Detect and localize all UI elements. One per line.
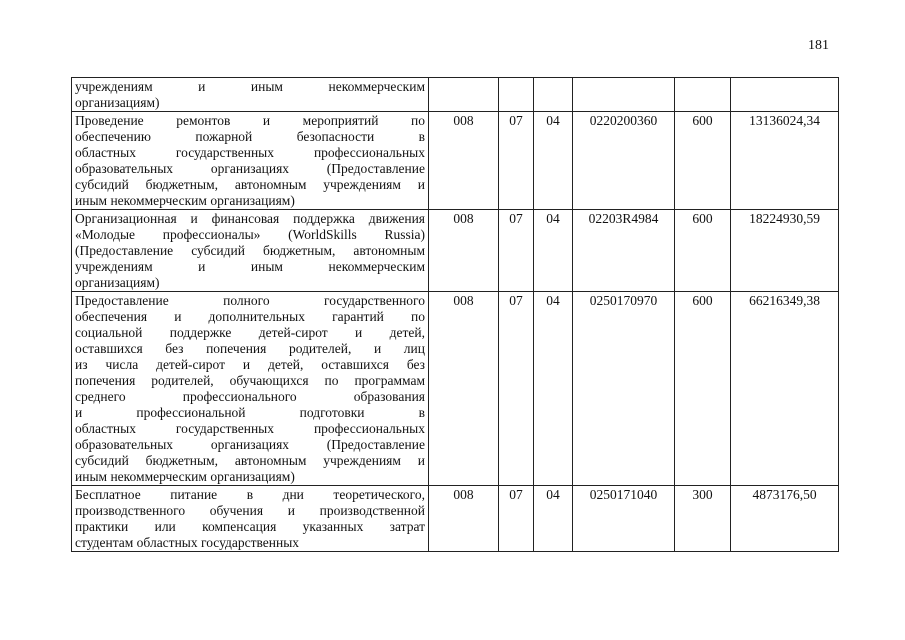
- row-name-line: субсидий бюджетным, автономным учреждениям и: [75, 453, 425, 468]
- subsection-code-cell: 04: [534, 210, 573, 292]
- target-article-cell: 0250170970: [573, 292, 675, 486]
- expense-type-cell: 600: [675, 210, 731, 292]
- row-name-line: субсидий бюджетным, автономным учреждениям и: [75, 177, 425, 192]
- row-name-line: областных государственных профессиональных: [75, 145, 425, 160]
- row-name-line: среднего профессионального образования: [75, 389, 425, 404]
- row-name-line: Бесплатное питание в дни теоретического,: [75, 487, 425, 502]
- row-name-line: оставшихся без попечения родителей, и лиц: [75, 341, 425, 356]
- target-article-cell: 0250171040: [573, 486, 675, 552]
- row-name-line: Проведение ремонтов и мероприятий по: [75, 113, 425, 128]
- row-name-line: Организационная и финансовая поддержка движения: [75, 211, 425, 226]
- row-name-line: «Молодые профессионалы» (WorldSkills Russia): [75, 227, 425, 242]
- ministry-code-cell: 008: [429, 112, 499, 210]
- ministry-code-cell: 008: [429, 210, 499, 292]
- subsection-code-cell: 04: [534, 292, 573, 486]
- section-code-cell: 07: [499, 210, 534, 292]
- section-code-cell: 07: [499, 292, 534, 486]
- row-name-line: учреждениям и иным некоммерческим: [75, 79, 425, 94]
- amount-cell: 18224930,59: [731, 210, 839, 292]
- target-article-cell: [573, 78, 675, 112]
- subsection-code-cell: [534, 78, 573, 112]
- ministry-code-cell: 008: [429, 292, 499, 486]
- row-name-line: социальной поддержке детей-сирот и детей,: [75, 325, 425, 340]
- row-name-line: областных государственных профессиональных: [75, 421, 425, 436]
- target-article-cell: 02203R4984: [573, 210, 675, 292]
- amount-cell: 13136024,34: [731, 112, 839, 210]
- row-name-line: производственного обучения и производственной: [75, 503, 425, 518]
- table-row: [72, 486, 839, 552]
- expense-type-cell: 600: [675, 292, 731, 486]
- table-row: [72, 292, 839, 486]
- row-name-cell: [72, 486, 429, 552]
- row-name-line: Предоставление полного государственного: [75, 293, 425, 308]
- row-name-line: попечения родителей, обучающихся по программам: [75, 373, 425, 388]
- expense-type-cell: [675, 78, 731, 112]
- table-row: [72, 210, 839, 292]
- row-name-line: образовательных организациях (Предоставление: [75, 161, 425, 176]
- row-name-line: образовательных организациях (Предоставление: [75, 437, 425, 452]
- row-name-line: практики или компенсация указанных затрат: [75, 519, 425, 534]
- row-name-cell: [72, 210, 429, 292]
- row-name-cell: [72, 78, 429, 112]
- expense-type-cell: 300: [675, 486, 731, 552]
- row-name-line: организациям): [75, 95, 160, 110]
- row-name-line: обеспечению пожарной безопасности в: [75, 129, 425, 144]
- budget-table: [71, 77, 839, 552]
- row-name-line: студентам областных государственных: [75, 535, 300, 550]
- amount-cell: 66216349,38: [731, 292, 839, 486]
- target-article-cell: 0220200360: [573, 112, 675, 210]
- row-name-line: организациям): [75, 275, 160, 290]
- expense-type-cell: 600: [675, 112, 731, 210]
- table-row: [72, 78, 839, 112]
- page-number: 181: [808, 38, 829, 53]
- amount-cell: 4873176,50: [731, 486, 839, 552]
- table-row: [72, 112, 839, 210]
- ministry-code-cell: 008: [429, 486, 499, 552]
- row-name-line: иным некоммерческим организациям): [75, 193, 295, 208]
- subsection-code-cell: 04: [534, 112, 573, 210]
- ministry-code-cell: [429, 78, 499, 112]
- section-code-cell: 07: [499, 486, 534, 552]
- row-name-line: и профессиональной подготовки в: [75, 405, 425, 420]
- row-name-line: иным некоммерческим организациям): [75, 469, 295, 484]
- row-name-cell: [72, 112, 429, 210]
- row-name-line: обеспечения и дополнительных гарантий по: [75, 309, 425, 324]
- row-name-line: (Предоставление субсидий бюджетным, автономным: [75, 243, 425, 258]
- row-name-line: из числа детей-сирот и детей, оставшихся без: [75, 357, 425, 372]
- row-name-line: учреждениям и иным некоммерческим: [75, 259, 425, 274]
- subsection-code-cell: 04: [534, 486, 573, 552]
- table-body: [72, 78, 839, 552]
- section-code-cell: [499, 78, 534, 112]
- row-name-cell: [72, 292, 429, 486]
- amount-cell: [731, 78, 839, 112]
- section-code-cell: 07: [499, 112, 534, 210]
